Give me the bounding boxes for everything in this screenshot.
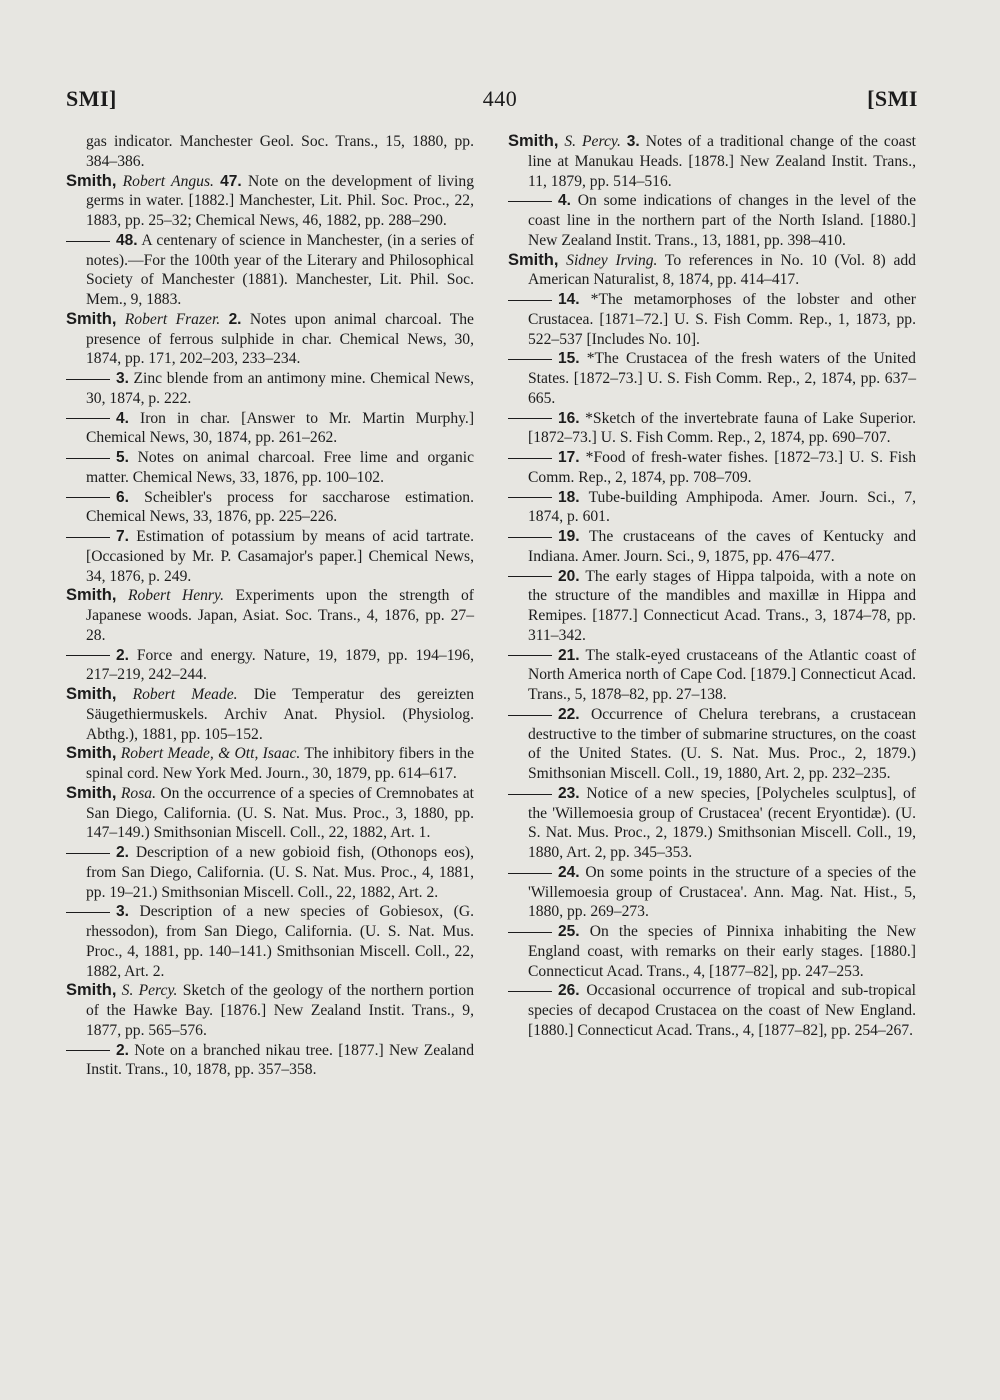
citation-text: Description of a new species of Gobiesox, (G. rhessodon), from San Diego, California. (U. S. Nat. Mus. Proc., 4, 1881, pp. 140–141.) Smithsonian Miscell. Coll., 22, 1882, Art. 2. xyxy=(86,903,474,980)
entry-number: 22. xyxy=(558,705,580,723)
bibliography-entry xyxy=(508,981,916,1040)
entry-number: 4. xyxy=(558,192,571,210)
bibliography-entry xyxy=(508,527,916,567)
bibliography-entry xyxy=(66,685,474,744)
ditto-dash xyxy=(508,497,552,498)
bibliography-entry xyxy=(508,448,916,488)
citation-text: The inhibitory fibers in the spinal cord. New York Med. Journ., 30, 1879, pp. 614–617. xyxy=(86,745,475,782)
bibliography-entry xyxy=(66,231,474,310)
entry-number: 23. xyxy=(558,784,580,802)
author-surname: Smith, xyxy=(66,171,117,190)
author-surname: Smith, xyxy=(66,586,117,605)
author-given-name: Robert Henry. xyxy=(127,587,224,605)
entry-number: 25. xyxy=(558,923,580,940)
bibliography-entry xyxy=(508,349,916,408)
bibliography-entry xyxy=(66,409,474,449)
entry-number: 7. xyxy=(116,528,129,545)
bibliography-entry xyxy=(66,1041,474,1081)
entry-number: 15. xyxy=(558,350,580,368)
entry-number: 2. xyxy=(116,646,129,664)
entry-number: 2. xyxy=(228,310,242,328)
citation-text: Iron in char. [Answer to Mr. Martin Murphy.] Chemical News, 30, 1874, pp. 261–262. xyxy=(86,409,475,447)
citation-text: The early stages of Hippa talpoida, with a note on the structure of the mandibles and maxillæ in Hippa and Remipes. [1877.] Connecticut Acad. Trans., 3, 1874–78, pp. 311–342. xyxy=(528,567,916,644)
bibliography-entry xyxy=(66,369,474,409)
ditto-dash xyxy=(66,379,110,380)
entry-number: 19. xyxy=(558,528,580,545)
citation-text: Notice of a new species, [Polycheles sculptus], of the 'Willemoesia group of Crustacea' (recent Eryontidæ). (U. S. Nat. Mus. Proc., 2, 1879.) Smithsonian Miscell. Coll., 19, 1880, Art. 2, pp. 345–353. xyxy=(528,784,916,861)
bibliography-entry xyxy=(66,172,474,231)
ditto-dash xyxy=(508,932,552,933)
citation-text: Description of a new gobioid fish, (Othonops eos), from San Diego, California. (U. S. Nat. Mus. Proc., 4, 1881, pp. 19–21.) Smithsonian Miscell. Coll., 22, 1882, Art. 2. xyxy=(86,844,474,901)
entry-number: 2. xyxy=(116,1041,129,1059)
bibliography-entry xyxy=(508,922,916,981)
citation-text: The stalk-eyed crustaceans of the Atlantic coast of North America north of Cape Cod. [1879.] Connecticut Acad. Trans., 5, 1878–82, pp. 27–138. xyxy=(528,646,916,703)
bibliography-entry xyxy=(508,132,916,191)
ditto-dash xyxy=(66,418,110,419)
bibliography-entry xyxy=(66,784,474,843)
ditto-dash xyxy=(508,991,552,992)
citation-text: Experiments upon the strength of Japanese woods. Japan, Asiat. Soc. Trans., 4, 1876, pp. 27–28. xyxy=(86,587,474,644)
author-given-name: Sidney Irving. xyxy=(566,251,658,269)
ditto-dash xyxy=(508,655,552,656)
entry-number: 24. xyxy=(558,863,580,881)
citation-text: Occasional occurrence of tropical and sub-tropical species of decapod Crustacea on the coast of New England. [1880.] Connecticut Acad. Trans., 4, [1877–82], pp. 254–267. xyxy=(528,982,916,1039)
bibliography-entry xyxy=(508,290,916,349)
entry-number: 4. xyxy=(116,409,129,427)
author-given-name: Robert Meade. xyxy=(132,686,238,703)
bibliography-entry xyxy=(66,448,474,488)
ditto-dash xyxy=(66,537,110,538)
bibliography-entry xyxy=(66,744,474,784)
entry-number: 3. xyxy=(626,133,640,150)
citation-text: *Food of fresh-water fishes. [1872–73.] U. S. Fish Comm. Rep., 2, 1874, pp. 708–709. xyxy=(528,449,916,486)
citation-text: Note on the development of living germs in water. [1882.] Manchester, Lit. Phil. Soc. Proc., 22, 1883, pp. 25–32; Chemical News, 46, 1882, pp. 288–290. xyxy=(86,172,474,229)
bibliography-entry xyxy=(66,132,474,172)
citation-text: On the species of Pinnixa inhabiting the New England coast, with remarks on their early stages. [1880.] Connecticut Acad. Trans., 4, [1877–82], pp. 247–253. xyxy=(528,923,917,980)
author-surname: Smith, xyxy=(508,250,559,269)
ditto-dash xyxy=(508,873,552,874)
citation-text: Notes upon animal charcoal. The presence of ferrous sulphide in char. Chemical News, 30, 1874, pp. 171, 202–203, 233–234. xyxy=(86,310,474,368)
entry-number: 16. xyxy=(558,409,580,427)
author-surname: Smith, xyxy=(66,685,117,703)
ditto-dash xyxy=(508,201,552,202)
entry-number: 17. xyxy=(558,449,580,466)
entry-number: 14. xyxy=(558,291,580,308)
ditto-dash xyxy=(66,241,110,242)
author-surname: Smith, xyxy=(66,309,117,328)
citation-text: Notes of a traditional change of the coast line at Manukau Heads. [1878.] New Zealand Instit. Trans., 11, 1879, pp. 514–516. xyxy=(528,133,916,190)
citation-text: *Sketch of the invertebrate fauna of Lake Superior. [1872–73.] U. S. Fish Comm. Rep., 2, 1874, pp. 690–707. xyxy=(528,409,916,447)
citation-text: A centenary of science in Manchester, (in a series of notes).—For the 100th year of the Literary and Philosophical Society of Manchester (1881). Manchester, Lit. Phil. Soc. Mem., 9, 1883. xyxy=(86,231,474,308)
ditto-dash xyxy=(66,853,110,854)
ditto-dash xyxy=(508,576,552,577)
author-given-name: S. Percy. xyxy=(121,982,178,1000)
ditto-dash xyxy=(66,458,110,459)
ditto-dash xyxy=(508,794,552,795)
citation-text: Occurrence of Chelura terebrans, a crustacean destructive to the timber of submarine structures, on the coast of the United States. (U. S. Nat. Mus. Proc., 2, 1879.) Smithsonian Miscell. Coll., 19, 1880, Art. 2, pp. 232–235. xyxy=(528,705,916,782)
bibliography-entry xyxy=(508,409,916,449)
author-surname: Smith, xyxy=(508,132,559,150)
bibliography-entry xyxy=(508,488,916,528)
citation-text: Die Temperatur des gereizten Säugethiermuskels. Archiv Anat. Physiol. (Physiolog. Abthg.), 1881, pp. 105–152. xyxy=(86,686,474,743)
author-surname: Smith, xyxy=(66,981,117,1000)
author-surname: Smith, xyxy=(66,783,117,802)
entry-number: 21. xyxy=(558,646,580,664)
ditto-dash xyxy=(66,655,110,656)
citation-text: The crustaceans of the caves of Kentucky and Indiana. Amer. Journ. Sci., 9, 1875, pp. 476–477. xyxy=(528,528,916,565)
citation-text: gas indicator. Manchester Geol. Soc. Trans., 15, 1880, pp. 384–386. xyxy=(86,133,474,170)
author-given-name: S. Percy. xyxy=(564,133,621,150)
bibliography-entry xyxy=(66,488,474,528)
author-given-name: Robert Meade, & Ott, Isaac. xyxy=(120,745,301,763)
citation-text: *The Crustacea of the fresh waters of the United States. [1872–73.] U. S. Fish Comm. Rep., 2, 1874, pp. 637–665. xyxy=(528,350,916,407)
author-given-name: Rosa. xyxy=(120,784,156,802)
ditto-dash xyxy=(508,418,552,419)
bibliography-entry xyxy=(508,863,916,922)
entry-number: 47. xyxy=(220,172,242,190)
bibliography-entry xyxy=(66,902,474,981)
bibliography-entry xyxy=(66,646,474,686)
author-given-name: Robert Angus. xyxy=(122,172,214,190)
citation-text: On some points in the structure of a species of the 'Willemoesia group of Crustacea'. Ann. Mag. Nat. Hist., 5, 1880, pp. 269–273. xyxy=(528,863,916,921)
bibliography-entry xyxy=(508,567,916,646)
bibliography-entry xyxy=(508,251,916,291)
entry-number: 6. xyxy=(116,488,129,506)
bibliography-entry xyxy=(66,310,474,369)
citation-text: To references in No. 10 (Vol. 8) add American Naturalist, 8, 1874, pp. 414–417. xyxy=(528,251,916,289)
bibliography-entry xyxy=(508,705,916,784)
entry-number: 3. xyxy=(116,903,129,921)
citation-text: Estimation of potassium by means of acid tartrate. [Occasioned by Mr. P. Casamajor's paper.] Chemical News, 34, 1876, p. 249. xyxy=(86,528,474,585)
citation-text: Tube-building Amphipoda. Amer. Journ. Sci., 7, 1874, p. 601. xyxy=(528,488,916,526)
running-head-left: SMI] xyxy=(66,86,117,111)
running-head-right: [SMI xyxy=(867,86,918,111)
entry-number: 48. xyxy=(116,231,138,249)
page-number: 440 xyxy=(482,86,518,111)
citation-text: Notes on animal charcoal. Free lime and organic matter. Chemical News, 33, 1876, pp. 100–102. xyxy=(86,449,474,486)
citation-text: Note on a branched nikau tree. [1877.] New Zealand Instit. Trans., 10, 1878, pp. 357–358. xyxy=(86,1041,474,1079)
author-given-name: Robert Frazer. xyxy=(124,310,221,328)
entry-number: 3. xyxy=(116,370,129,387)
entry-number: 18. xyxy=(558,488,580,506)
ditto-dash xyxy=(508,300,552,301)
ditto-dash xyxy=(66,497,110,498)
citation-text: On some indications of changes in the level of the coast line in the northern part of the North Island. [1880.] New Zealand Instit. Trans., 13, 1881, pp. 398–410. xyxy=(528,192,916,249)
citation-text: *The metamorphoses of the lobster and other Crustacea. [1871–72.] U. S. Fish Comm. Rep., 1, 1873, pp. 522–537 [Includes No. 10]. xyxy=(528,291,916,348)
citation-text: Sketch of the geology of the northern portion of the Hawke Bay. [1876.] New Zealand Instit. Trans., 9, 1877, pp. 565–576. xyxy=(86,982,475,1039)
left-column xyxy=(66,132,474,1080)
ditto-dash xyxy=(508,715,552,716)
entry-number: 26. xyxy=(558,982,580,1000)
entry-number: 5. xyxy=(116,449,129,466)
author-surname: Smith, xyxy=(66,744,117,763)
ditto-dash xyxy=(508,537,552,538)
ditto-dash xyxy=(66,1050,110,1051)
bibliography-entry xyxy=(66,843,474,902)
right-column xyxy=(508,132,916,1041)
bibliography-entry xyxy=(508,784,916,863)
citation-text: On the occurrence of a species of Cremnobates at San Diego, California. (U. S. Nat. Mus. Proc., 3, 1880, pp. 147–149.) Smithsonian Miscell. Coll., 22, 1882, Art. 1. xyxy=(86,784,474,842)
bibliography-entry xyxy=(508,191,916,250)
bibliography-entry xyxy=(66,586,474,645)
bibliography-entry xyxy=(66,527,474,586)
bibliography-entry xyxy=(66,981,474,1040)
bibliography-entry xyxy=(508,646,916,705)
ditto-dash xyxy=(66,912,110,913)
ditto-dash xyxy=(508,458,552,459)
entry-number: 20. xyxy=(558,567,580,585)
citation-text: Zinc blende from an antimony mine. Chemical News, 30, 1874, p. 222. xyxy=(86,370,474,407)
ditto-dash xyxy=(508,359,552,360)
citation-text: Force and energy. Nature, 19, 1879, pp. 194–196, 217–219, 242–244. xyxy=(86,646,474,684)
citation-text: Scheibler's process for saccharose estimation. Chemical News, 33, 1876, pp. 225–226. xyxy=(86,488,475,526)
entry-number: 2. xyxy=(116,844,129,861)
